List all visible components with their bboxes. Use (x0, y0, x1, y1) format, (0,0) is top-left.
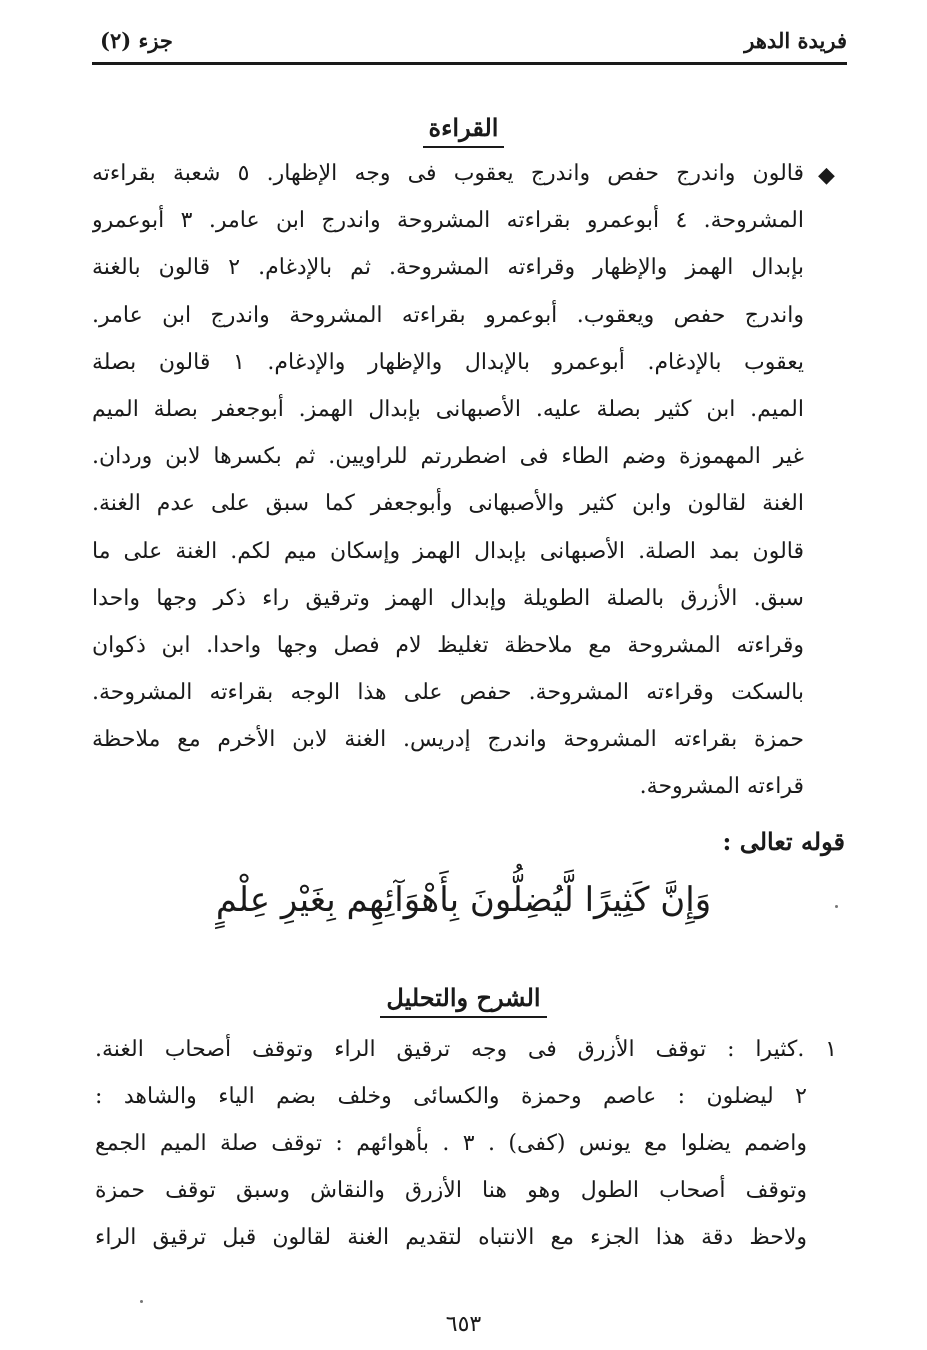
text-line: يعقوب بالإدغام. أبوعمرو بالإبدال والإظهار والإدغام. ١ قالون بصلة (92, 349, 804, 375)
quran-verse: وَإِنَّ كَثِيرًا لَّيُضِلُّونَ بِأَهْوَآئِهِم بِغَيْرِ عِلْمٍ (215, 880, 712, 920)
scan-speck (140, 1300, 143, 1303)
sharh-heading (0, 983, 927, 1012)
book-title: فريدة الدهر (744, 28, 847, 53)
text-line: ٢ ليضلون : عاصم وحمزة والكسائى وخلف بضم الياء والشاهد : (95, 1084, 807, 1109)
text-line: بالسكت وقراءته المشروحة. حفص على هذا الوجه بقراءته المشروحة. (92, 680, 804, 706)
part-label: جزء (٢) (100, 28, 173, 53)
text-line: وقراءته المشروحة مع ملاحظة تغليظ لام فصل وجها واحدا. ابن ذكوان (92, 632, 804, 658)
text-line: واندرج حفص ويعقوب. أبوعمرو بقراءته المشروحة واندرج ابن عامر. (92, 302, 804, 328)
page-number: ٦٥٣ (445, 1312, 482, 1337)
text-line: قراءته المشروحة. (639, 774, 804, 800)
qawluh-label: قوله تعالى : (722, 827, 845, 856)
qiraat-heading-text: القراءة (423, 113, 505, 148)
sharh-heading-text: الشرح والتحليل (380, 983, 546, 1018)
text-line: قالون بمد الصلة. الأصبهانى بإبدال الهمز وإسكان ميم لكم. الغنة على ما (92, 538, 804, 564)
qiraat-heading (0, 113, 927, 142)
text-line: بإبدال الهمز والإظهار وقراءته المشروحة. ثم بالإدغام. ٢ قالون بالغنة (92, 255, 804, 281)
text-line: سبق. الأزرق بالصلة الطويلة وإبدال الهمز وترقيق راء ذكر وجها واحدا (92, 585, 804, 611)
diamond-bullet-icon: ◆ (818, 163, 835, 188)
text-line: واضمم يضلوا مع يونس (كفى) . ٣ . بأهوائهم : توقف صلة الميم الجمع (95, 1131, 807, 1156)
header-rule (92, 62, 847, 65)
text-line: الغنة لقالون وابن كثير والأصبهانى وأبوجعفر كما سبق على عدم الغنة. (92, 491, 804, 517)
text-line: حمزة بقراءته المشروحة واندرج إدريس. الغنة لابن الأخرم مع ملاحظة (92, 727, 804, 753)
text-line: غير المهموزة وضم الطاء فى اضطررتم للراويين. ثم بكسرها لابن وردان. (92, 444, 804, 470)
text-line: ولاحظ دقة هذا الجزء مع الانتباه لتقديم الغنة لقالون قبل ترقيق الراء (95, 1225, 807, 1250)
scan-speck (835, 905, 838, 908)
text-line: قالون واندرج حفص واندرج يعقوب فى وجه الإظهار. ٥ شعبة بقراءته (92, 161, 804, 186)
qiraat-paragraph (92, 150, 804, 811)
running-header (92, 28, 847, 64)
text-line: المشروحة. ٤ أبوعمرو بقراءته المشروحة واندرج ابن عامر. ٣ أبوعمرو (92, 208, 804, 234)
text-line: وتوقف أصحاب الطول وهو هنا الأزرق والنقاش وسبق توقف حمزة (95, 1178, 807, 1203)
text-line: الميم. ابن كثير بصلة عليه. الأصبهانى بإبدال الهمز. أبوجعفر بصلة الميم (92, 396, 804, 422)
text-line: ١ .كثيرا : توقف الأزرق فى وجه ترقيق الراء وتوقف أصحاب الغنة. (95, 1037, 837, 1062)
sharh-paragraph (95, 1026, 837, 1261)
